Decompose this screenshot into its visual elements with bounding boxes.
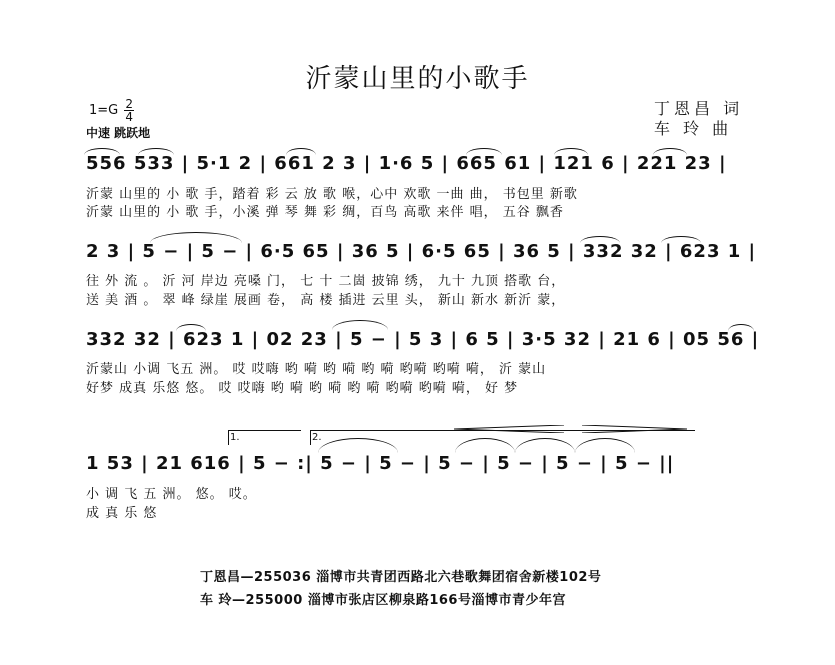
crescendo-mark bbox=[454, 418, 574, 426]
score-row-3-notes: 332 32 | 623 1 | 02 23 | 5 − | 5 3 | 6 5 | 3·5 32 | 21 6 | 05 56 | bbox=[86, 329, 760, 350]
score-row-4-lyric-2: 成 真 乐 悠 bbox=[86, 506, 158, 521]
composer-credit: 车 玲 曲 bbox=[654, 119, 733, 138]
volta-2-label: 2. bbox=[312, 432, 322, 443]
volta-1-label: 1. bbox=[230, 432, 240, 443]
slur bbox=[653, 148, 687, 155]
time-signature bbox=[124, 98, 134, 123]
score-row-3-lyric-2: 好梦 成真 乐悠 悠。 哎 哎嗨 哟 嗬 哟 嗬 哟 嗬 哟嗬 哟嗬 嗬， 好 梦 bbox=[86, 381, 519, 396]
score-row-4-lyric-1: 小 调 飞 五 洲。 悠。 哎。 bbox=[86, 487, 257, 502]
tempo-marking: 中速 跳跃地 bbox=[86, 126, 151, 140]
score-row-2-lyric-1: 往 外 流 。 沂 河 岸边 亮嗓 门， 七 十 二崮 披锦 绣， 九十 九顶 搭歌 台， bbox=[86, 274, 566, 289]
address-lyricist: 丁恩昌—255036 淄博市共青团西路北六巷歌舞团宿舍新楼102号 bbox=[200, 570, 602, 585]
score-row-3-lyric-1: 沂蒙山 小调 飞五 洲。 哎 哎嗨 哟 嗬 哟 嗬 哟 嗬 哟嗬 哟嗬 嗬， 沂 蒙山 bbox=[86, 362, 547, 377]
score-row-1-lyric-1: 沂蒙 山里的 小 歌 手，踏着 彩 云 放 歌 喉，心中 欢歌 一曲 曲， 书包里 新歌 bbox=[86, 187, 578, 202]
slur bbox=[466, 148, 502, 155]
slur bbox=[554, 148, 588, 155]
score-row-2-notes: 2 3 | 5 − | 5 − | 6·5 65 | 36 5 | 6·5 65 | 36 5 | 332 32 | 623 1 | bbox=[86, 241, 757, 262]
key-label: 1=G bbox=[89, 103, 119, 118]
time-sig-bottom: 4 bbox=[125, 110, 134, 124]
tie bbox=[332, 320, 388, 330]
tie bbox=[150, 232, 242, 243]
volta-bracket-1 bbox=[228, 430, 301, 445]
score-row-4-notes: 1 53 | 21 616 | 5 − :| 5 − | 5 − | 5 − | 5 − | 5 − | 5 − || bbox=[86, 453, 675, 474]
time-sig-top: 2 bbox=[125, 97, 134, 111]
slur bbox=[138, 148, 174, 155]
address-composer: 车 玲—255000 淄博市张店区柳泉路166号淄博市青少年宫 bbox=[200, 593, 566, 608]
decrescendo-mark bbox=[582, 418, 692, 426]
song-title: 沂蒙山里的小歌手 bbox=[305, 64, 530, 94]
score-row-1-lyric-2: 沂蒙 山里的 小 歌 手，小溪 弹 琴 舞 彩 绸，百鸟 高歌 来伴 唱， 五谷 飘香 bbox=[86, 205, 564, 220]
key-signature bbox=[89, 98, 134, 123]
lyricist-credit: 丁恩昌 词 bbox=[654, 99, 744, 118]
slur bbox=[286, 148, 316, 155]
slur bbox=[661, 236, 701, 243]
score-row-1-notes: 556 533 | 5·1 2 | 661 2 3 | 1·6 5 | 665 61 | 121 6 | 221 23 | bbox=[86, 153, 727, 174]
slur bbox=[580, 236, 620, 243]
slur bbox=[728, 324, 754, 331]
slur bbox=[84, 148, 120, 155]
slur bbox=[176, 324, 206, 331]
score-row-2-lyric-2: 送 美 酒 。 翠 峰 绿崖 展画 卷， 高 楼 插进 云里 头， 新山 新水 新沂 蒙， bbox=[86, 293, 566, 308]
